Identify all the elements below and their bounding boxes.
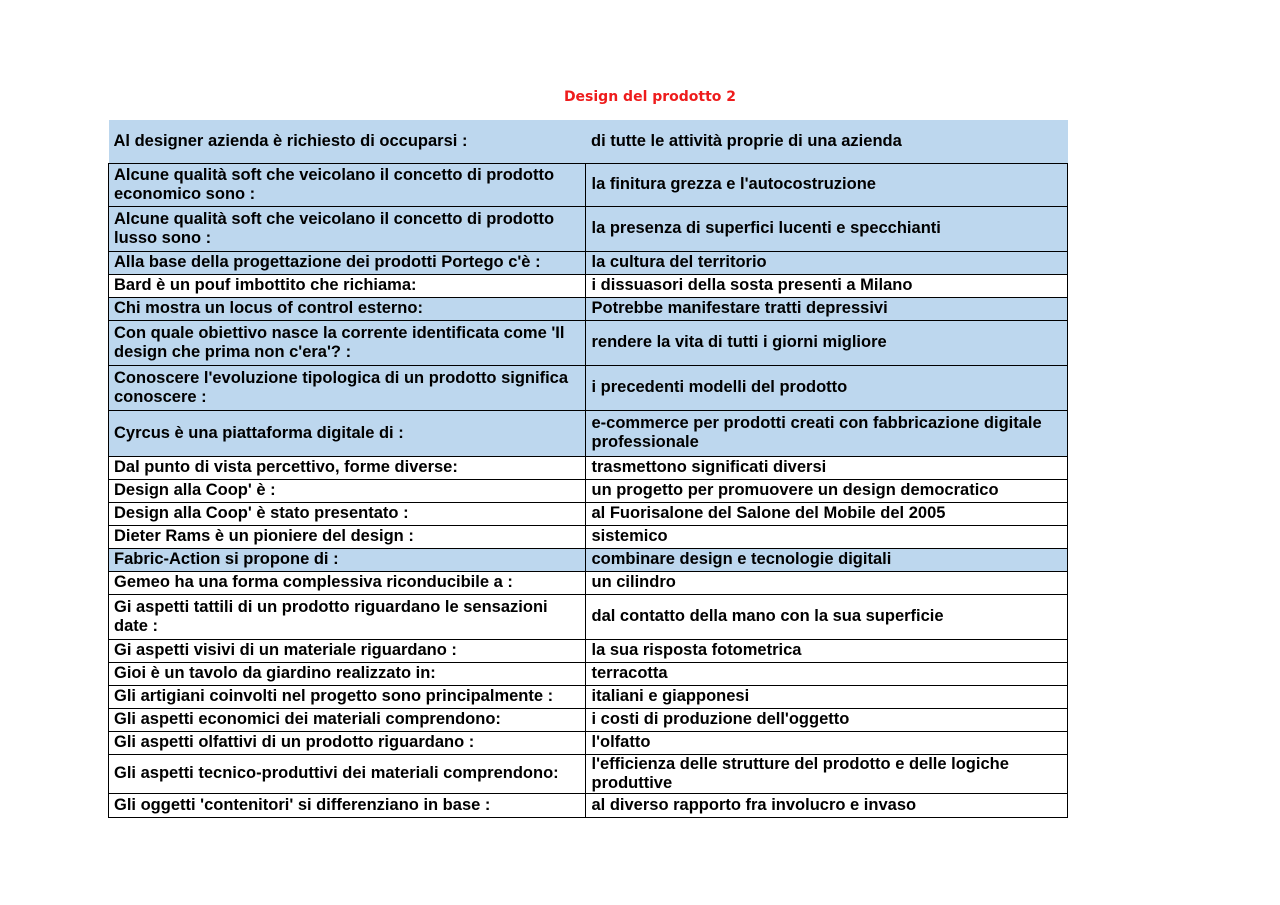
question-cell: Gli aspetti economici dei materiali comprendono:	[109, 708, 586, 731]
answer-cell: i costi di produzione dell'oggetto	[586, 708, 1068, 731]
question-cell: Al designer azienda è richiesto di occuparsi :	[109, 120, 586, 163]
table-row	[109, 274, 1068, 297]
answer-cell: un progetto per promuovere un design democratico	[586, 479, 1068, 502]
answer-cell: italiani e giapponesi	[586, 685, 1068, 708]
question-cell: Gli oggetti 'contenitori' si differenziano in base :	[109, 793, 586, 817]
answer-cell: un cilindro	[586, 571, 1068, 594]
table-row	[109, 410, 1068, 456]
question-cell: Bard è un pouf imbottito che richiama:	[109, 274, 586, 297]
table-row	[109, 754, 1068, 793]
table-row	[109, 163, 1068, 206]
table-row	[109, 365, 1068, 410]
question-cell: Dieter Rams è un pioniere del design :	[109, 525, 586, 548]
answer-cell: trasmettono significati diversi	[586, 456, 1068, 479]
question-cell: Con quale obiettivo nasce la corrente identificata come 'Il design che prima non c'era'? :	[109, 320, 586, 365]
answer-cell: combinare design e tecnologie digitali	[586, 548, 1068, 571]
answer-cell: i dissuasori della sosta presenti a Milano	[586, 274, 1068, 297]
question-cell: Gli artigiani coinvolti nel progetto sono principalmente :	[109, 685, 586, 708]
answer-cell: la sua risposta fotometrica	[586, 639, 1068, 662]
question-cell: Gemeo ha una forma complessiva riconducibile a :	[109, 571, 586, 594]
question-cell: Conoscere l'evoluzione tipologica di un prodotto significa conoscere :	[109, 365, 586, 410]
table-row	[109, 120, 1068, 163]
question-cell: Design alla Coop' è :	[109, 479, 586, 502]
answer-cell: dal contatto della mano con la sua superficie	[586, 594, 1068, 639]
qa-table	[108, 120, 1068, 818]
question-cell: Gli aspetti tecnico-produttivi dei materiali comprendono:	[109, 754, 586, 793]
answer-cell: la presenza di superfici lucenti e specchianti	[586, 206, 1068, 251]
answer-cell: la cultura del territorio	[586, 251, 1068, 274]
question-cell: Fabric-Action si propone di :	[109, 548, 586, 571]
answer-cell: terracotta	[586, 662, 1068, 685]
answer-cell: l'olfatto	[586, 731, 1068, 754]
answer-cell: Potrebbe manifestare tratti depressivi	[586, 297, 1068, 320]
answer-cell: di tutte le attività proprie di una azienda	[586, 120, 1068, 163]
table-row	[109, 479, 1068, 502]
question-cell: Gi aspetti visivi di un materiale riguardano :	[109, 639, 586, 662]
question-cell: Gi aspetti tattili di un prodotto riguardano le sensazioni date :	[109, 594, 586, 639]
table-row	[109, 594, 1068, 639]
answer-cell: al diverso rapporto fra involucro e invaso	[586, 793, 1068, 817]
question-cell: Chi mostra un locus of control esterno:	[109, 297, 586, 320]
question-cell: Alcune qualità soft che veicolano il concetto di prodotto economico sono :	[109, 163, 586, 206]
table-row	[109, 708, 1068, 731]
qa-table-body	[109, 120, 1068, 817]
answer-cell: la finitura grezza e l'autocostruzione	[586, 163, 1068, 206]
table-row	[109, 793, 1068, 817]
table-row	[109, 297, 1068, 320]
question-cell: Gli aspetti olfattivi di un prodotto riguardano :	[109, 731, 586, 754]
question-cell: Gioi è un tavolo da giardino realizzato in:	[109, 662, 586, 685]
answer-cell: al Fuorisalone del Salone del Mobile del 2005	[586, 502, 1068, 525]
answer-cell: l'efficienza delle strutture del prodotto e delle logiche produttive	[586, 754, 1068, 793]
table-row	[109, 662, 1068, 685]
table-row	[109, 456, 1068, 479]
table-row	[109, 320, 1068, 365]
question-cell: Dal punto di vista percettivo, forme diverse:	[109, 456, 586, 479]
table-row	[109, 502, 1068, 525]
table-row	[109, 548, 1068, 571]
question-cell: Alla base della progettazione dei prodotti Portego c'è :	[109, 251, 586, 274]
table-row	[109, 685, 1068, 708]
question-cell: Alcune qualità soft che veicolano il concetto di prodotto lusso sono :	[109, 206, 586, 251]
answer-cell: rendere la vita di tutti i giorni migliore	[586, 320, 1068, 365]
table-row	[109, 731, 1068, 754]
answer-cell: e-commerce per prodotti creati con fabbricazione digitale professionale	[586, 410, 1068, 456]
page-title: Design del prodotto 2	[563, 89, 737, 105]
table-row	[109, 639, 1068, 662]
table-row	[109, 525, 1068, 548]
table-row	[109, 251, 1068, 274]
answer-cell: i precedenti modelli del prodotto	[586, 365, 1068, 410]
table-row	[109, 571, 1068, 594]
question-cell: Design alla Coop' è stato presentato :	[109, 502, 586, 525]
table-row	[109, 206, 1068, 251]
answer-cell: sistemico	[586, 525, 1068, 548]
question-cell: Cyrcus è una piattaforma digitale di :	[109, 410, 586, 456]
